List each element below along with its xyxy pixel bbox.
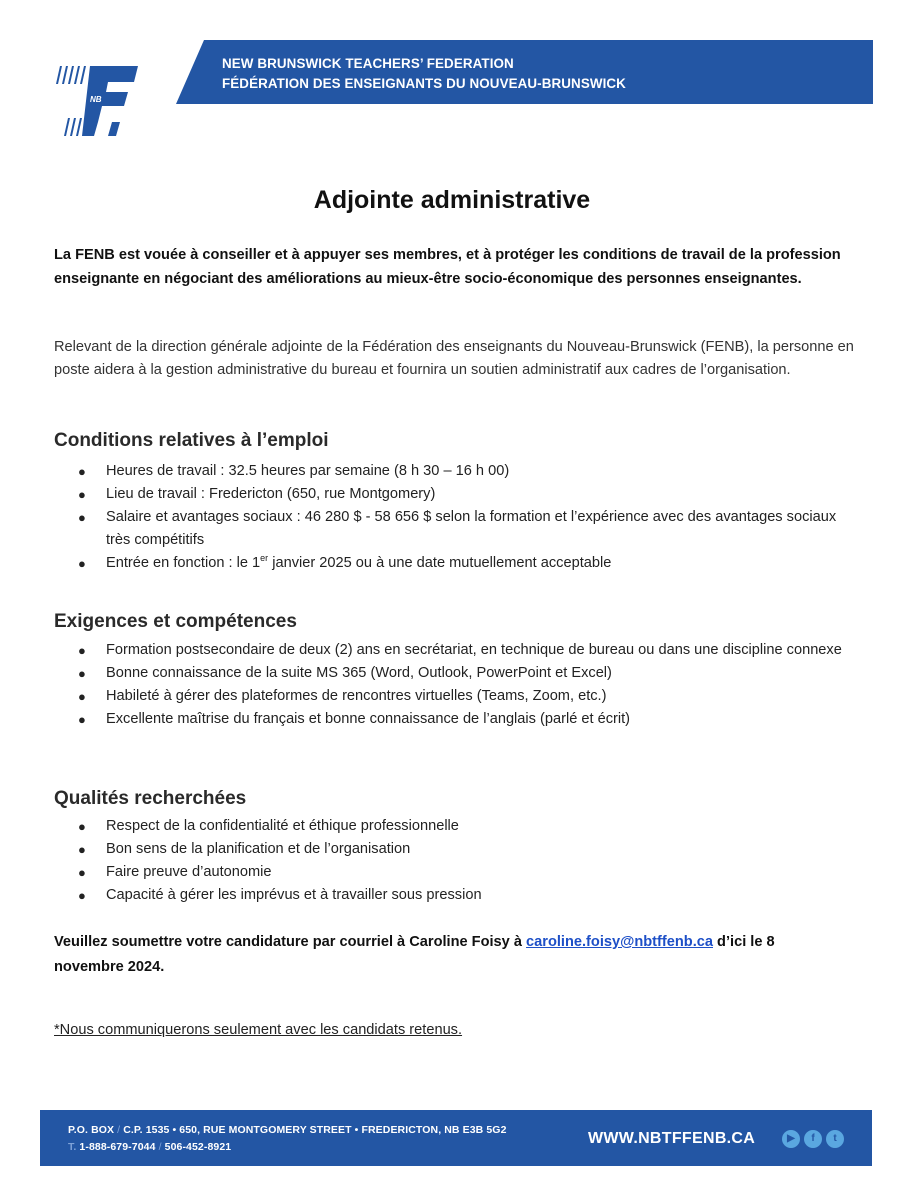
bullet-icon: ● xyxy=(78,487,86,502)
intro-paragraph: La FENB est vouée à conseiller et à appuyer ses membres, et à protéger les conditions de travail de la profession enseignante en négociant des améliorations au mieux-être socio-économique des personnes enseignantes. xyxy=(54,247,841,287)
bullet-icon: ● xyxy=(78,888,86,903)
requirements-heading: Exigences et compétences xyxy=(54,611,297,632)
header-title xyxy=(222,54,626,94)
bullet-icon: ● xyxy=(78,666,86,681)
svg-text:NB: NB xyxy=(90,95,102,104)
bullet-icon: ● xyxy=(78,464,86,479)
youtube-icon[interactable]: ▶ xyxy=(782,1130,800,1148)
nbtf-logo-icon xyxy=(50,60,160,150)
list-item: ● Respect de la confidentialité et éthique professionnelle xyxy=(54,815,844,838)
list-item: ● Habileté à gérer des plateformes de rencontres virtuelles (Teams, Zoom, etc.) xyxy=(54,685,844,708)
bullet-icon: ● xyxy=(78,865,86,880)
qualities-heading: Qualités recherchées xyxy=(54,788,247,809)
org-name-en: NEW BRUNSWICK TEACHERS’ FEDERATION xyxy=(222,56,514,71)
conditions-heading: Conditions relatives à l’emploi xyxy=(54,430,329,451)
website-link[interactable]: WWW.NBTFFENB.CA xyxy=(588,1130,756,1147)
list-item: ● Faire preuve d’autonomie xyxy=(54,861,844,884)
list-item: ● Lieu de travail : Fredericton (650, rue Montgomery) xyxy=(54,483,844,506)
page-title: Adjointe administrative xyxy=(313,186,591,214)
bullet-icon: ● xyxy=(78,712,86,727)
description-paragraph: Relevant de la direction générale adjointe de la Fédération des enseignants du Nouveau-Brunswick (FENB), la personne en poste aidera à la gestion administrative du bureau et fournira un soutien administratif aux cadres de l’organisation. xyxy=(54,339,854,378)
bullet-icon: ● xyxy=(78,842,86,857)
bullet-icon: ● xyxy=(78,556,86,571)
list-item: ● Salaire et avantages sociaux : 46 280 $ - 58 656 $ selon la formation et l’expérience avec des avantages sociaux très compétitifs xyxy=(54,506,844,552)
footer-address: P.O. BOX / C.P. 1535 • 650, RUE MONTGOMERY STREET • FREDERICTON, NB E3B 5G2 T. 1-888-679-7044 / 506-452-8921 xyxy=(68,1124,507,1153)
list-item: ● Bonne connaissance de la suite MS 365 (Word, Outlook, PowerPoint et Excel) xyxy=(54,662,844,685)
apply-instructions: Veuillez soumettre votre candidature par courriel à Caroline Foisy à caroline.foisy@nbtffenb.ca d’ici le 8 novembre 2024. xyxy=(54,934,775,975)
conditions-list xyxy=(54,460,844,575)
footer xyxy=(40,1110,872,1166)
bullet-icon: ● xyxy=(78,510,86,525)
list-item: ● Heures de travail : 32.5 heures par semaine (8 h 30 – 16 h 00) xyxy=(54,460,844,483)
email-link[interactable]: caroline.foisy@nbtffenb.ca xyxy=(526,934,713,950)
logo xyxy=(34,36,182,170)
qualities-list xyxy=(54,815,844,907)
list-item: ● Excellente maîtrise du français et bonne connaissance de l’anglais (parlé et écrit) xyxy=(54,708,844,731)
list-item: ● Capacité à gérer les imprévus et à travailler sous pression xyxy=(54,884,844,907)
twitter-icon[interactable]: t xyxy=(826,1130,844,1148)
list-item: ● Formation postsecondaire de deux (2) ans en secrétariat, en technique de bureau ou dans une discipline connexe xyxy=(54,639,844,662)
bullet-icon: ● xyxy=(78,643,86,658)
list-item: ● Bon sens de la planification et de l’organisation xyxy=(54,838,844,861)
org-name-fr: FÉDÉRATION DES ENSEIGNANTS DU NOUVEAU-BRUNSWICK xyxy=(222,76,626,91)
bullet-icon: ● xyxy=(78,819,86,834)
bullet-icon: ● xyxy=(78,689,86,704)
list-item: ● Entrée en fonction : le 1er janvier 2025 ou à une date mutuellement acceptable xyxy=(54,552,844,575)
requirements-list xyxy=(54,639,844,731)
footnote: *Nous communiquerons seulement avec les candidats retenus. xyxy=(54,1022,463,1038)
facebook-icon[interactable]: f xyxy=(804,1130,822,1148)
